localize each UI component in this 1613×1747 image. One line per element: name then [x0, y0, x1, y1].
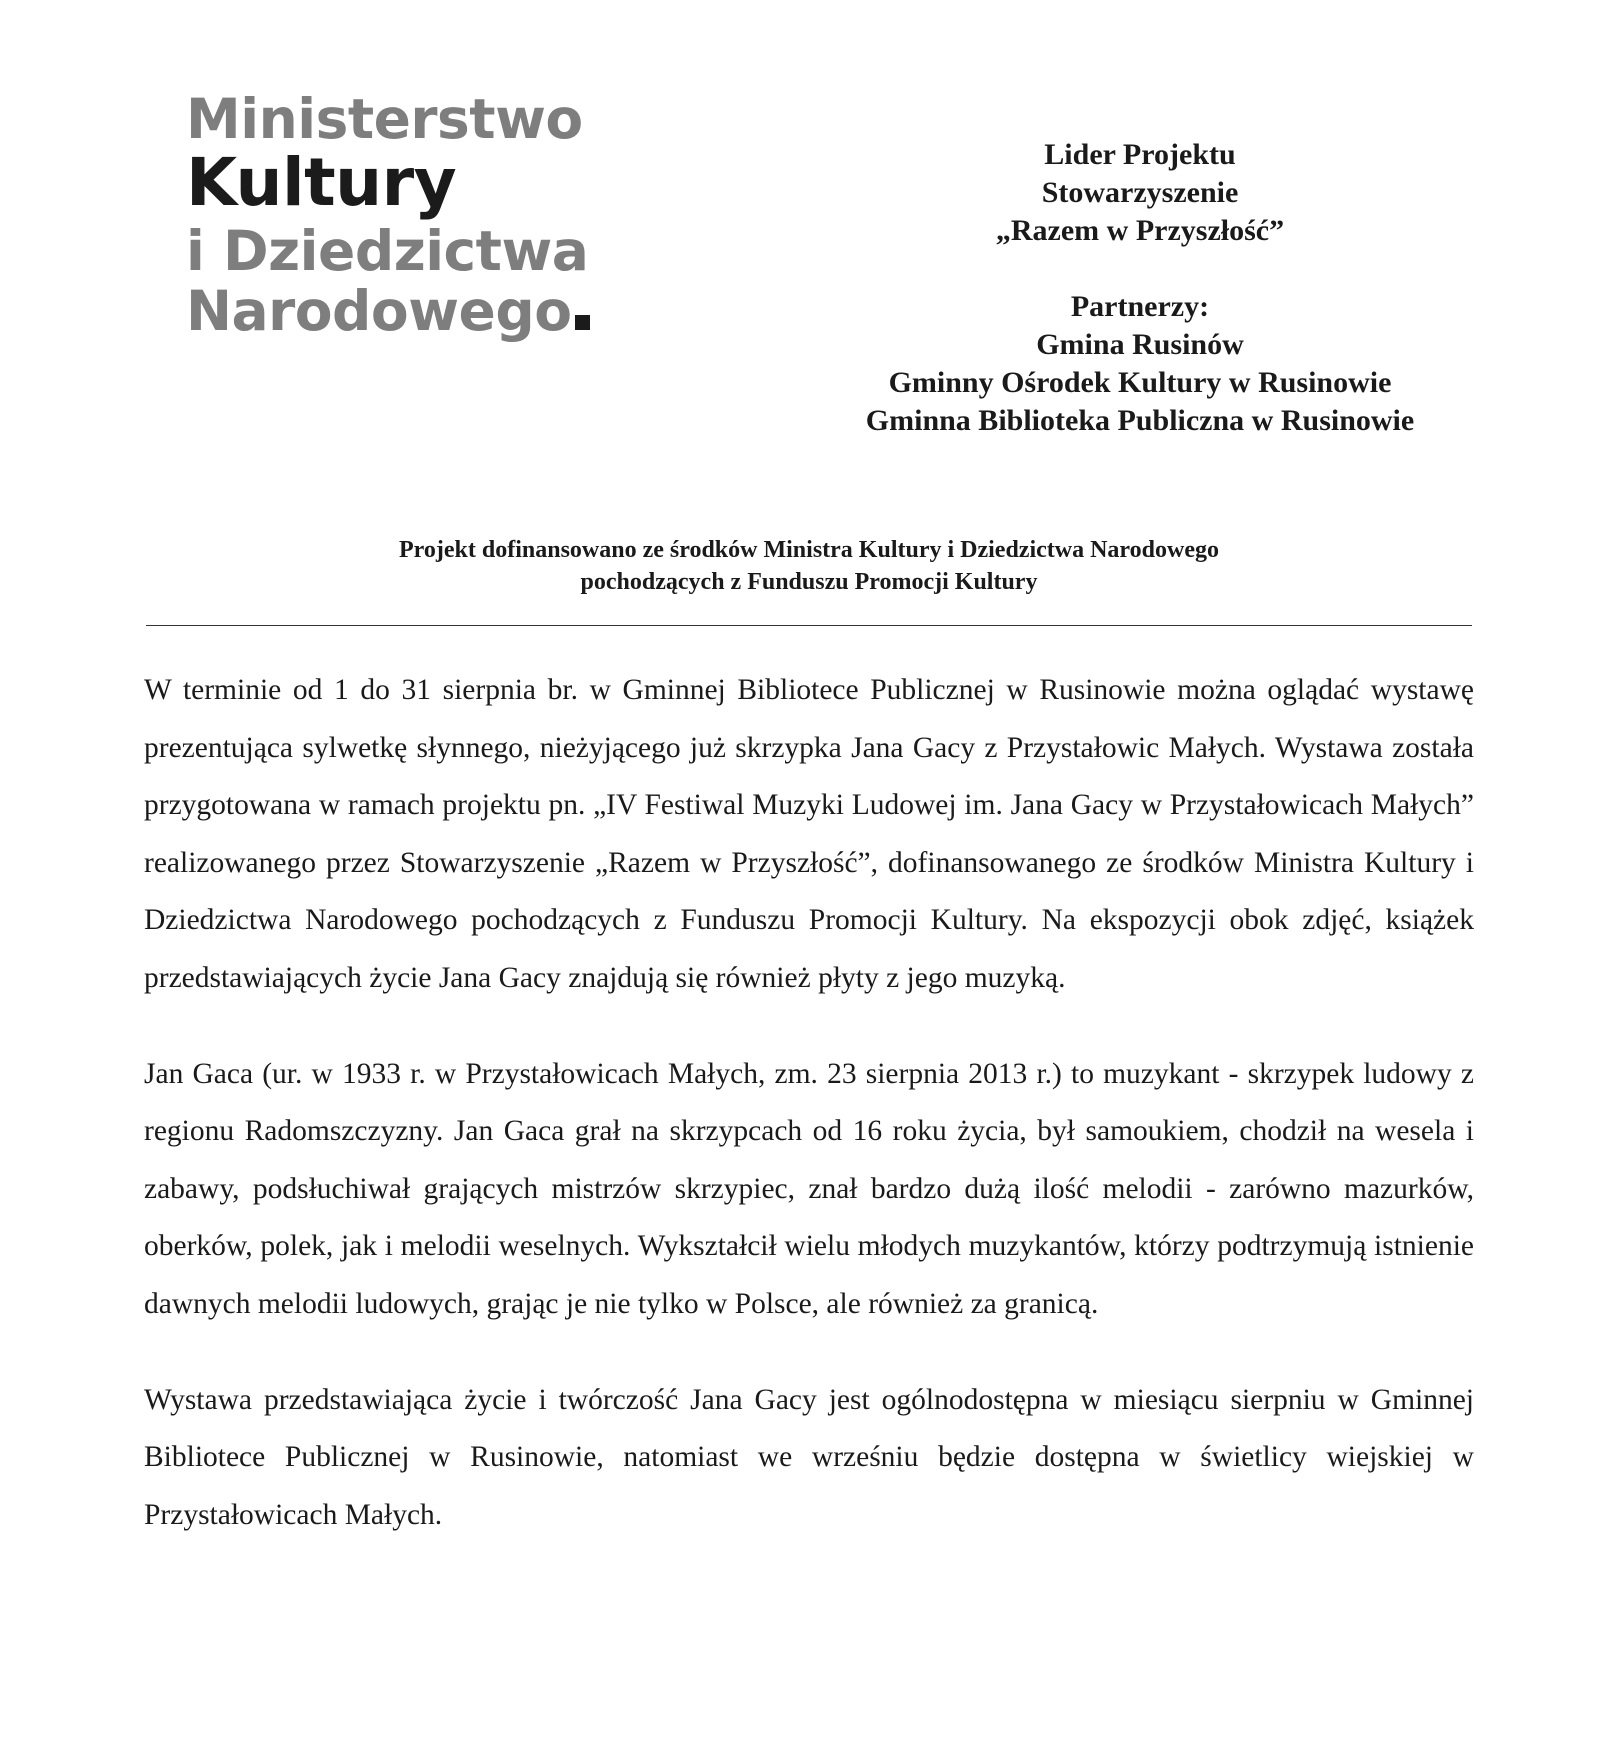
leader-name-line-2: „Razem w Przyszłość” [995, 214, 1285, 247]
paragraph: Wystawa przedstawiająca życie i twórczość Jana Gacy jest ogólnodostępna w miesiącu sierpniu w Gminnej Bibliotece Publicznej w Rusinowie, natomiast we wrześniu będzie dostępna w świetlicy wiejskiej w Przystałowicach Małych. [144, 1383, 1474, 1531]
partners-label: Partnerzy: [1070, 290, 1210, 323]
funding-line-1: Projekt dofinansowano ze środków Ministra Kultury i Dziedzictwa Narodowego [399, 537, 1219, 563]
logo-square-dot-icon [575, 315, 590, 330]
paragraph: Jan Gaca (ur. w 1933 r. w Przystałowicach Małych, zm. 23 sierpnia 2013 r.) to muzykant - skrzypek ludowy z regionu Radomszczyzny. Jan Gaca grał na skrzypcach od 16 roku życia, był samoukiem, chodził na wesela i zabawy, podsłuchiwał grających mistrzów skrzypiec, znał bardzo dużą ilość melodii - zarówno mazurków, oberków, polek, jak i melodii weselnych. Wykształcił wielu młodych muzykantów, którzy podtrzymują istnienie dawnych melodii ludowych, grając je nie tylko w Polsce, ale również za granicą. [144, 1057, 1474, 1320]
logo-line-narodowego: Narodowego [186, 279, 572, 343]
funding-line-2: pochodzących z Funduszu Promocji Kultury [580, 569, 1038, 595]
logo-line-narodowego-wrap [186, 279, 626, 343]
partner-item: Gmina Rusinów [1036, 328, 1244, 361]
logo-line-kultury: Kultury [186, 144, 457, 221]
article-body [144, 662, 1474, 1582]
logo-line-dziedzictwa: i Dziedzictwa [186, 219, 589, 283]
partner-item: Gminna Biblioteka Publiczna w Rusinowie [865, 404, 1415, 437]
paragraph: W terminie od 1 do 31 sierpnia br. w Gminnej Bibliotece Publicznej w Rusinowie można oglądać wystawę prezentująca sylwetkę słynnego, nieżyjącego już skrzypka Jana Gacy z Przystałowic Małych. Wystawa została przygotowana w ramach projektu pn. „IV Festiwal Muzyki Ludowej im. Jana Gacy w Przystałowicach Małych” realizowanego przez Stowarzyszenie „Razem w Przyszłość”, dofinansowanego ze środków Ministra Kultury i Dziedzictwa Narodowego pochodzących z Funduszu Promocji Kultury. Na ekspozycji obok zdjęć, książek przedstawiających życie Jana Gacy znajdują się również płyty z jego muzyką. [144, 674, 1474, 994]
leader-label: Lider Projektu [1044, 138, 1236, 171]
funding-notice [146, 534, 1472, 598]
project-header [830, 136, 1450, 440]
partner-item: Gminny Ośrodek Kultury w Rusinowie [888, 366, 1392, 399]
ministry-logo [186, 87, 626, 343]
logo-line-ministerstwo: Ministerstwo [186, 87, 583, 151]
header-spacer [830, 250, 1450, 288]
leader-name-line-1: Stowarzyszenie [1041, 176, 1239, 209]
horizontal-divider [146, 625, 1472, 626]
